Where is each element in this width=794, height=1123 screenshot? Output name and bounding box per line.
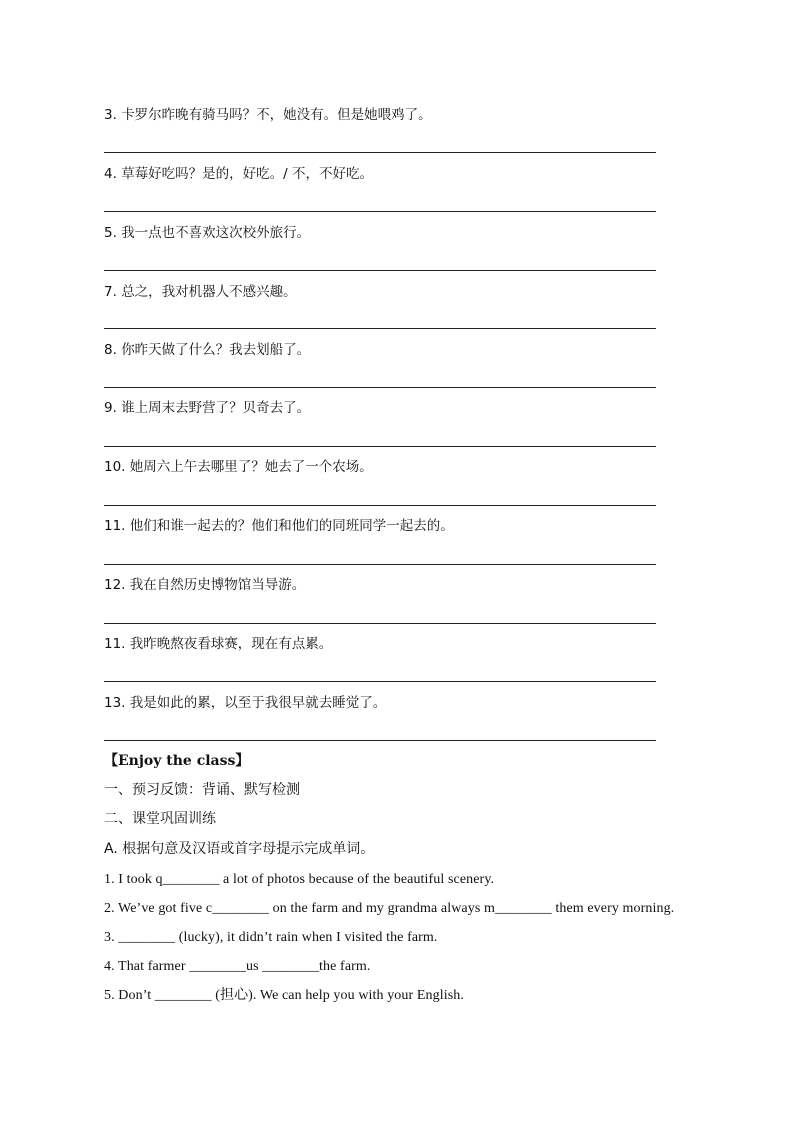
answer-line [104,505,656,506]
part-2-heading: 二、课堂巩固训练 [104,811,216,827]
subsection-a-heading: A. 根据句意及汉语或首字母提示完成单词。 [104,841,375,857]
question-text: 我在自然历史博物馆当导游。 [129,577,306,593]
question-8 [104,341,310,359]
question-number: 9. [104,400,117,416]
question-text: 总之，我对机器人不感兴趣。 [121,284,297,300]
fill-item-3: 3. ________ (lucky), it didn’t rain when I visited the farm. [104,930,438,945]
question-text: 我是如此的累，以至于我很早就去睡觉了。 [129,695,387,711]
question-13 [104,694,386,712]
answer-line [104,564,656,565]
question-number: 5. [104,225,117,241]
part-1-heading: 一、预习反馈：背诵、默写检测 [104,782,300,798]
question-10 [104,458,373,476]
question-text: 他们和谁一起去的？他们和他们的同班同学一起去的。 [129,518,454,534]
answer-line [104,328,656,329]
question-3 [104,106,432,124]
question-number: 11. [104,636,126,652]
question-number: 8. [104,342,117,358]
question-text: 谁上周末去野营了？贝奇去了。 [121,400,311,416]
question-5 [104,224,310,242]
question-11b [104,635,332,653]
answer-line [104,270,656,271]
question-text: 卡罗尔昨晚有骑马吗？不，她没有。但是她喂鸡了。 [121,107,432,123]
question-text: 你昨天做了什么？我去划船了。 [121,342,311,358]
question-text: 我一点也不喜欢这次校外旅行。 [121,225,311,241]
fill-item-2: 2. We’ve got five c________ on the farm and my grandma always m________ them every morning. [104,901,675,916]
answer-line [104,623,656,624]
question-number: 12. [104,577,126,593]
fill-item-4: 4. That farmer ________us ________the farm. [104,959,371,974]
question-text: 草莓好吃吗？是的，好吃。/ 不，不好吃。 [121,166,374,182]
question-4 [104,165,373,183]
answer-line [104,446,656,447]
question-text: 她周六上午去哪里了？她去了一个农场。 [129,459,373,475]
answer-line [104,211,656,212]
question-9 [104,399,310,417]
question-number: 7. [104,284,117,300]
question-7 [104,283,297,301]
question-number: 3. [104,107,117,123]
answer-line [104,681,656,682]
section-title: 【Enjoy the class】 [104,753,250,769]
fill-item-5: 5. Don’t ________ (担心). We can help you with your English. [104,988,464,1003]
question-12 [104,576,305,594]
answer-line [104,387,656,388]
answer-line [104,740,656,741]
question-number: 13. [104,695,126,711]
fill-item-1: 1. I took q________ a lot of photos because of the beautiful scenery. [104,872,495,887]
question-11 [104,517,454,535]
question-text: 我昨晚熬夜看球赛，现在有点累。 [129,636,333,652]
question-number: 4. [104,166,117,182]
question-number: 11. [104,518,126,534]
question-number: 10. [104,459,126,475]
answer-line [104,152,656,153]
